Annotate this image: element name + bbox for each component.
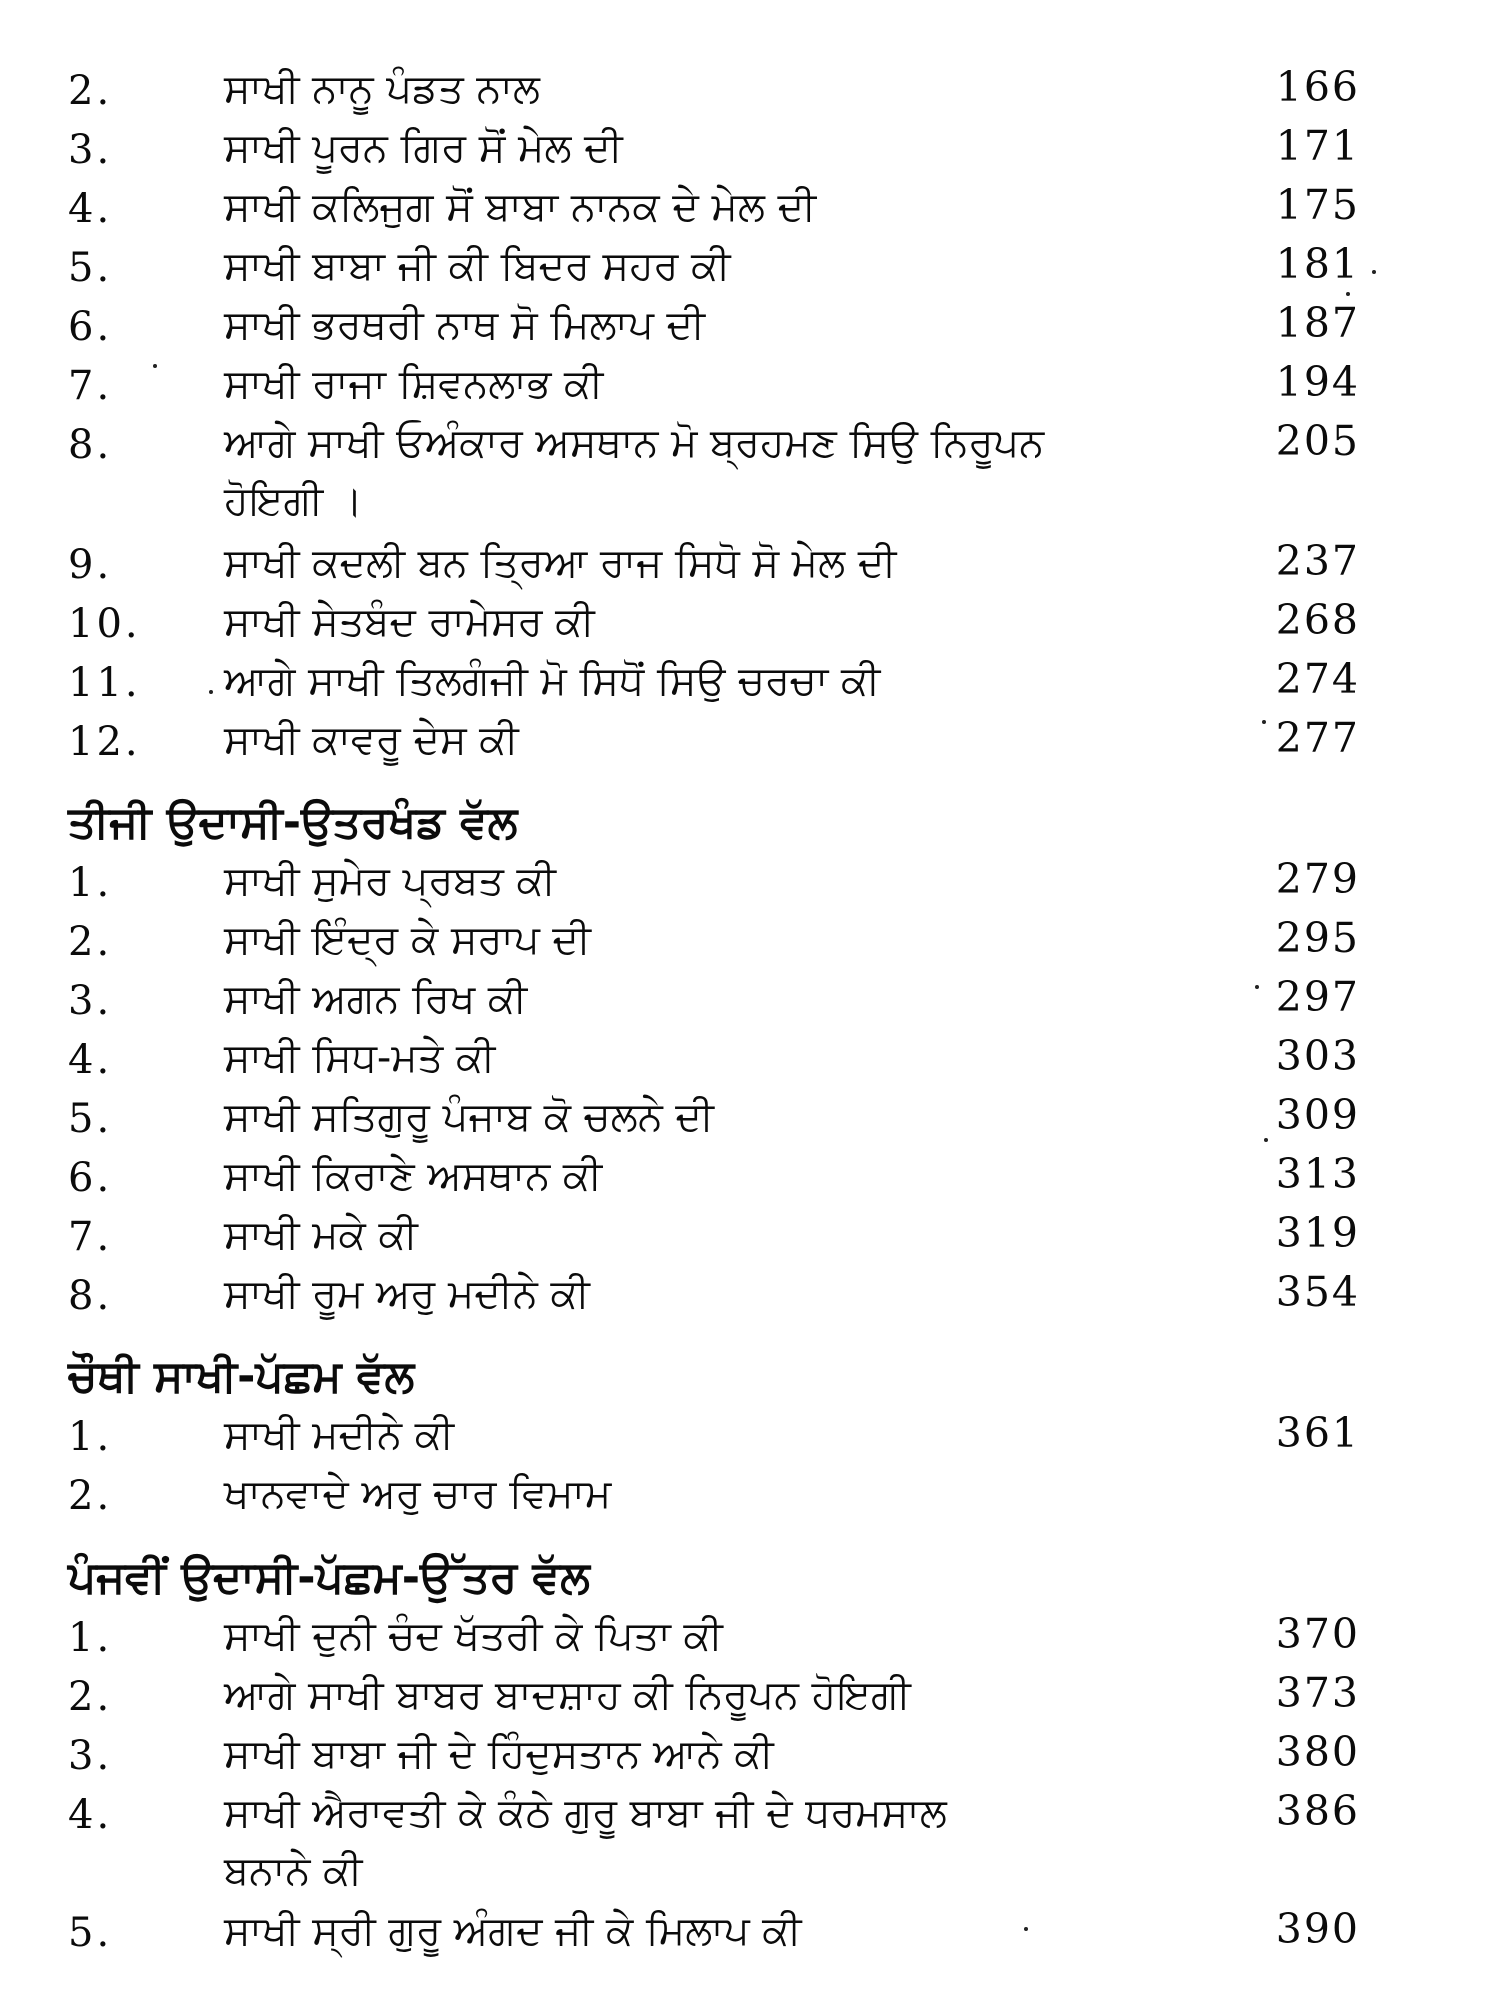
entry-title: ਸਾਖੀ ਪੂਰਨ ਗਿਰ ਸੋਂ ਮੇਲ ਦੀ (224, 125, 623, 171)
entry-number: 4. (68, 1792, 113, 1838)
entry-page-number: 361 (1275, 1409, 1360, 1457)
entry-title: ਸਾਖੀ ਬਾਬਾ ਜੀ ਕੀ ਬਿਦਰ ਸਹਰ ਕੀ (224, 243, 731, 289)
entry-page-number: 380 (1275, 1728, 1360, 1776)
scan-speck (153, 364, 157, 368)
toc-entry (0, 1607, 1500, 1663)
toc-entry (0, 711, 1500, 767)
toc-entry (0, 1206, 1500, 1262)
entry-page-number: 181 (1275, 240, 1360, 288)
scan-speck (1264, 1138, 1268, 1142)
entry-title: ਸਾਖੀ ਸਤਿਗੁਰੂ ਪੰਜਾਬ ਕੋ ਚਲਨੇ ਦੀ (224, 1094, 714, 1140)
entry-title: ਖਾਨਵਾਦੇ ਅਰੁ ਚਾਰ ਵਿਮਾਮ (224, 1471, 612, 1517)
section-heading: ਪੰਜਵੀਂ ਉਦਾਸੀ-ਪੱਛਮ-ਉੱਤਰ ਵੱਲ (68, 1552, 590, 1603)
entry-page-number: 237 (1275, 537, 1360, 585)
entry-number: 1. (68, 1615, 113, 1661)
toc-entry (0, 593, 1500, 649)
entry-page-number: 171 (1275, 122, 1360, 170)
entry-page-number: 297 (1275, 973, 1360, 1021)
entry-page-number: 187 (1275, 299, 1360, 347)
entry-title: ਆਗੇ ਸਾਖੀ ਤਿਲਗੰਜੀ ਮੋ ਸਿਧੋਂ ਸਿਉ ਚਰਚਾ ਕੀ (224, 658, 881, 704)
entry-page-number: 205 (1275, 417, 1360, 465)
toc-entry (0, 911, 1500, 967)
entry-number: 2. (68, 1674, 113, 1720)
entry-title: ਸਾਖੀ ਰੂਮ ਅਰੁ ਮਦੀਨੇ ਕੀ (224, 1271, 590, 1317)
entry-number: 8. (68, 422, 113, 468)
entry-number: 11. (68, 660, 141, 706)
entry-page-number: 386 (1275, 1787, 1360, 1835)
entry-title: ਸਾਖੀ ਦੁਨੀ ਚੰਦ ਖੱਤਰੀ ਕੇ ਪਿਤਾ ਕੀ (224, 1613, 723, 1659)
scan-speck (1346, 292, 1350, 296)
toc-entry (0, 534, 1500, 590)
section-heading: ਤੀਜੀ ਉਦਾਸੀ-ਉਤਰਖੰਡ ਵੱਲ (68, 797, 518, 848)
scan-speck (1372, 270, 1376, 274)
section-heading: ਚੌਥੀ ਸਾਖੀ-ਪੱਛਮ ਵੱਲ (68, 1351, 415, 1402)
entry-title: ਸਾਖੀ ਨਾਨੂ ਪੰਡਤ ਨਾਲ (224, 66, 540, 112)
toc-entry (0, 178, 1500, 234)
entry-page-number: 390 (1275, 1905, 1360, 1953)
entry-number: 8. (68, 1273, 113, 1319)
entry-page-number: 194 (1275, 358, 1360, 406)
entry-page-number: 295 (1275, 914, 1360, 962)
entry-title: ਸਾਖੀ ਮਦੀਨੇ ਕੀ (224, 1412, 455, 1458)
entry-page-number: 370 (1275, 1610, 1360, 1658)
entry-title: ਆਗੇ ਸਾਖੀ ਓਅੰਕਾਰ ਅਸਥਾਨ ਮੋ ਬ੍ਰਹਮਣ ਸਿਉ ਨਿਰੂਪਨ ਹੋਇਗੀ । (224, 420, 1045, 524)
toc-entry (0, 1147, 1500, 1203)
toc-entry (0, 414, 1500, 530)
scan-speck (1255, 985, 1259, 989)
scan-speck (209, 690, 213, 694)
toc-entry (0, 119, 1500, 175)
entry-number: 2. (68, 68, 113, 114)
toc-entry (0, 1784, 1500, 1900)
toc-entry (0, 1029, 1500, 1085)
toc-entry (0, 1465, 1500, 1521)
entry-number: 1. (68, 860, 113, 906)
toc-entry (0, 1666, 1500, 1722)
entry-title: ਸਾਖੀ ਐਰਾਵਤੀ ਕੇ ਕੰਠੇ ਗੁਰੂ ਬਾਬਾ ਜੀ ਦੇ ਧਰਮਸਾਲ ਬਨਾਨੇ ਕੀ (224, 1790, 947, 1894)
scan-speck (1024, 1927, 1028, 1931)
entry-number: 7. (68, 363, 113, 409)
entry-page-number: 279 (1275, 855, 1360, 903)
toc-entry (0, 1725, 1500, 1781)
scan-speck (1262, 720, 1266, 724)
toc-entry (0, 355, 1500, 411)
entry-number: 4. (68, 1037, 113, 1083)
toc-entry (0, 652, 1500, 708)
entry-title: ਸਾਖੀ ਭਰਥਰੀ ਨਾਥ ਸੋ ਮਿਲਾਪ ਦੀ (224, 302, 706, 348)
entry-title: ਸਾਖੀ ਬਾਬਾ ਜੀ ਦੇ ਹਿੰਦੁਸਤਾਨ ਆਨੇ ਕੀ (224, 1731, 774, 1777)
toc-entry (0, 60, 1500, 116)
entry-title: ਸਾਖੀ ਕਦਲੀ ਬਨ ਤ੍ਰਿਆ ਰਾਜ ਸਿਧੋ ਸੋ ਮੇਲ ਦੀ (224, 540, 897, 586)
entry-title: ਸਾਖੀ ਰਾਜਾ ਸ਼ਿਵਨਲਾਭ ਕੀ (224, 361, 604, 407)
entry-title: ਸਾਖੀ ਮਕੇ ਕੀ (224, 1212, 418, 1258)
entry-number: 2. (68, 919, 113, 965)
entry-page-number: 175 (1275, 181, 1360, 229)
entry-number: 1. (68, 1414, 113, 1460)
entry-page-number: 268 (1275, 596, 1360, 644)
entry-number: 12. (68, 719, 141, 765)
entry-title: ਸਾਖੀ ਸੇਤਬੰਦ ਰਾਮੇਸਰ ਕੀ (224, 599, 595, 645)
entry-page-number: 313 (1275, 1150, 1360, 1198)
entry-page-number: 277 (1275, 714, 1360, 762)
entry-number: 5. (68, 1096, 113, 1142)
entry-page-number: 373 (1275, 1669, 1360, 1717)
toc-entry (0, 852, 1500, 908)
entry-number: 10. (68, 601, 141, 647)
entry-number: 2. (68, 1473, 113, 1519)
entry-number: 5. (68, 1910, 113, 1956)
entry-page-number: 166 (1275, 63, 1360, 111)
entry-title: ਸਾਖੀ ਸ੍ਰੀ ਗੁਰੂ ਅੰਗਦ ਜੀ ਕੇ ਮਿਲਾਪ ਕੀ (224, 1908, 802, 1954)
toc-entry (0, 1902, 1500, 1958)
toc-entry (0, 296, 1500, 352)
toc-entry (0, 237, 1500, 293)
toc-entry (0, 970, 1500, 1026)
entry-page-number: 309 (1275, 1091, 1360, 1139)
entry-number: 3. (68, 127, 113, 173)
entry-title: ਸਾਖੀ ਕਲਿਜੁਗ ਸੋਂ ਬਾਬਾ ਨਾਨਕ ਦੇ ਮੇਲ ਦੀ (224, 184, 817, 230)
entry-number: 6. (68, 304, 113, 350)
entry-title: ਸਾਖੀ ਸੁਮੇਰ ਪ੍ਰਬਤ ਕੀ (224, 858, 556, 904)
toc-entry (0, 1088, 1500, 1144)
toc-entry (0, 1265, 1500, 1321)
entry-number: 6. (68, 1155, 113, 1201)
entry-title: ਸਾਖੀ ਕਿਰਾਣੇ ਅਸਥਾਨ ਕੀ (224, 1153, 603, 1199)
entry-title: ਸਾਖੀ ਇੰਦ੍ਰ ਕੇ ਸਰਾਪ ਦੀ (224, 917, 591, 963)
entry-page-number: 319 (1275, 1209, 1360, 1257)
entry-number: 7. (68, 1214, 113, 1260)
entry-number: 3. (68, 1733, 113, 1779)
entry-page-number: 303 (1275, 1032, 1360, 1080)
entry-title: ਸਾਖੀ ਸਿਧ-ਮਤੇ ਕੀ (224, 1035, 496, 1081)
entry-title: ਆਗੇ ਸਾਖੀ ਬਾਬਰ ਬਾਦਸ਼ਾਹ ਕੀ ਨਿਰੂਪਨ ਹੋਇਗੀ (224, 1672, 911, 1718)
entry-number: 9. (68, 542, 113, 588)
entry-number: 4. (68, 186, 113, 232)
entry-page-number: 274 (1275, 655, 1360, 703)
entry-title: ਸਾਖੀ ਕਾਵਰੂ ਦੇਸ ਕੀ (224, 717, 519, 763)
toc-entry (0, 1406, 1500, 1462)
entry-title: ਸਾਖੀ ਅਗਨ ਰਿਖ ਕੀ (224, 976, 528, 1022)
entry-page-number: 354 (1275, 1268, 1360, 1316)
entry-number: 3. (68, 978, 113, 1024)
entry-number: 5. (68, 245, 113, 291)
